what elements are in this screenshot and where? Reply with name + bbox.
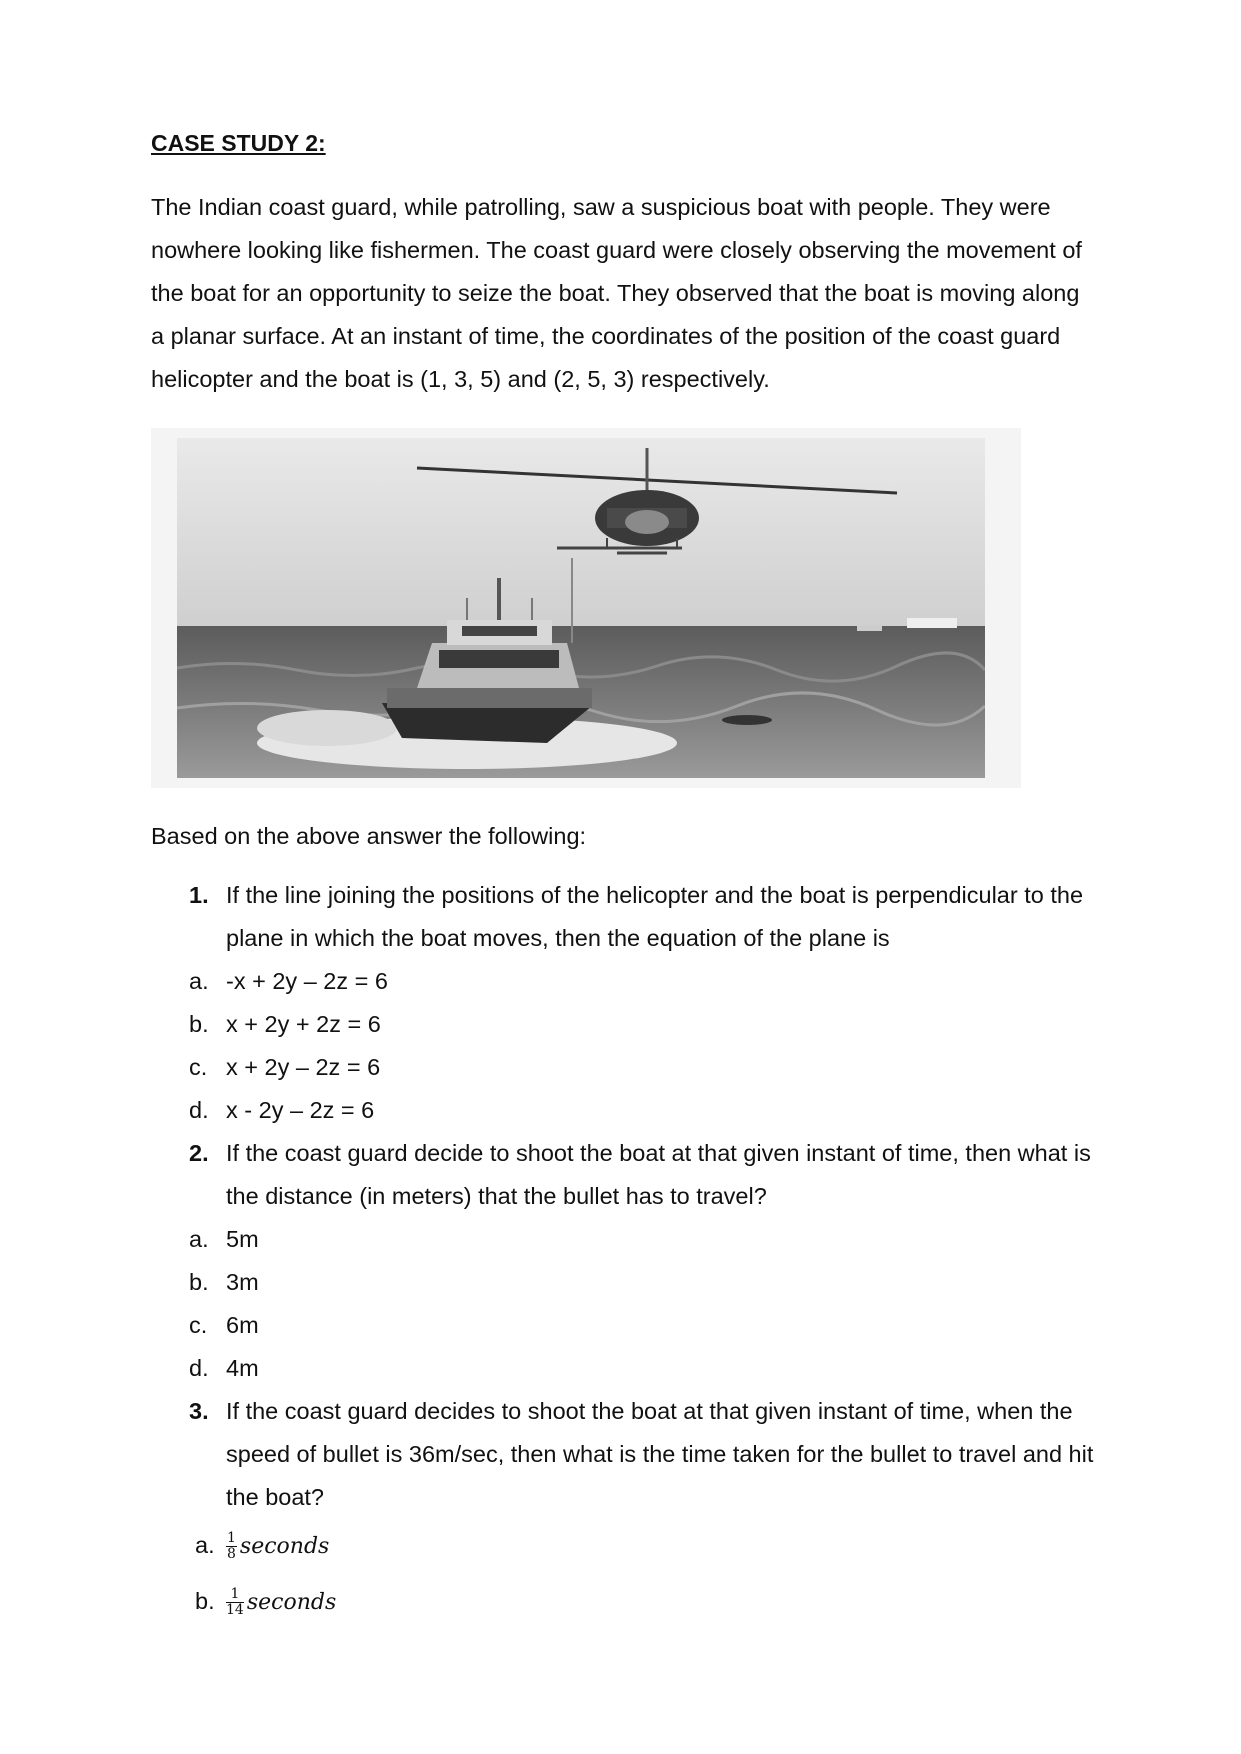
- option-letter: d.: [189, 1097, 209, 1123]
- option-letter: a.: [189, 968, 209, 994]
- fraction: [226, 1531, 237, 1562]
- question-text: If the coast guard decides to shoot the boat at that given instant of time, when the: [226, 1398, 1073, 1424]
- question-text: If the line joining the positions of the helicopter and the boat is perpendicular to the: [226, 882, 1084, 908]
- instructions-text: Based on the above answer the following:: [151, 823, 587, 849]
- question-text: plane in which the boat moves, then the equation of the plane is: [226, 925, 890, 951]
- helicopter-over-patrol-boat-photo-icon: [177, 438, 985, 778]
- question-text: the boat?: [226, 1484, 325, 1510]
- question-text: speed of bullet is 36m/sec, then what is the time taken for the bullet to travel and hit: [226, 1441, 1094, 1467]
- option-math: [226, 1584, 336, 1620]
- option-text: -x + 2y – 2z = 6: [226, 968, 388, 994]
- option-letter: b.: [195, 1588, 215, 1614]
- fraction-denominator: 14: [226, 1602, 244, 1619]
- question-number: 1.: [189, 882, 209, 908]
- intro-line: helicopter and the boat is (1, 3, 5) and (2, 5, 3) respectively.: [151, 366, 770, 392]
- option-text: x + 2y – 2z = 6: [226, 1054, 381, 1080]
- option-text: 5m: [226, 1226, 259, 1252]
- option-letter: c.: [189, 1054, 208, 1080]
- fraction: [226, 1587, 244, 1618]
- option-letter: a.: [195, 1532, 215, 1558]
- option-math: [226, 1528, 329, 1564]
- helicopter-boat-photo: [151, 428, 1021, 788]
- option-text: 6m: [226, 1312, 259, 1338]
- intro-line: the boat for an opportunity to seize the boat. They observed that the boat is moving along: [151, 280, 1080, 306]
- option-letter: b.: [189, 1269, 209, 1295]
- intro-line: The Indian coast guard, while patrolling, saw a suspicious boat with people. They were: [151, 194, 1051, 220]
- question-text: the distance (in meters) that the bullet has to travel?: [226, 1183, 767, 1209]
- fraction-denominator: 8: [227, 1546, 236, 1563]
- option-letter: d.: [189, 1355, 209, 1381]
- option-text: x - 2y – 2z = 6: [226, 1097, 375, 1123]
- question-number: 3.: [189, 1398, 209, 1424]
- intro-paragraph: [151, 186, 1151, 401]
- intro-line: a planar surface. At an instant of time, the coordinates of the position of the coast guard: [151, 323, 1061, 349]
- case-study-heading: CASE STUDY 2:: [151, 130, 326, 156]
- option-text: x + 2y + 2z = 6: [226, 1011, 381, 1037]
- fraction-numerator: 1: [226, 1587, 244, 1603]
- unit-word: seconds: [246, 1589, 337, 1615]
- option-letter: a.: [189, 1226, 209, 1252]
- option-text: 4m: [226, 1355, 259, 1381]
- fraction-numerator: 1: [227, 1530, 236, 1547]
- option-text: 3m: [226, 1269, 259, 1295]
- unit-word: seconds: [239, 1533, 330, 1559]
- option-letter: c.: [189, 1312, 208, 1338]
- option-letter: b.: [189, 1011, 209, 1037]
- question-text: If the coast guard decide to shoot the boat at that given instant of time, then what is: [226, 1140, 1091, 1166]
- intro-line: nowhere looking like fishermen. The coast guard were closely observing the movement of: [151, 237, 1082, 263]
- question-number: 2.: [189, 1140, 209, 1166]
